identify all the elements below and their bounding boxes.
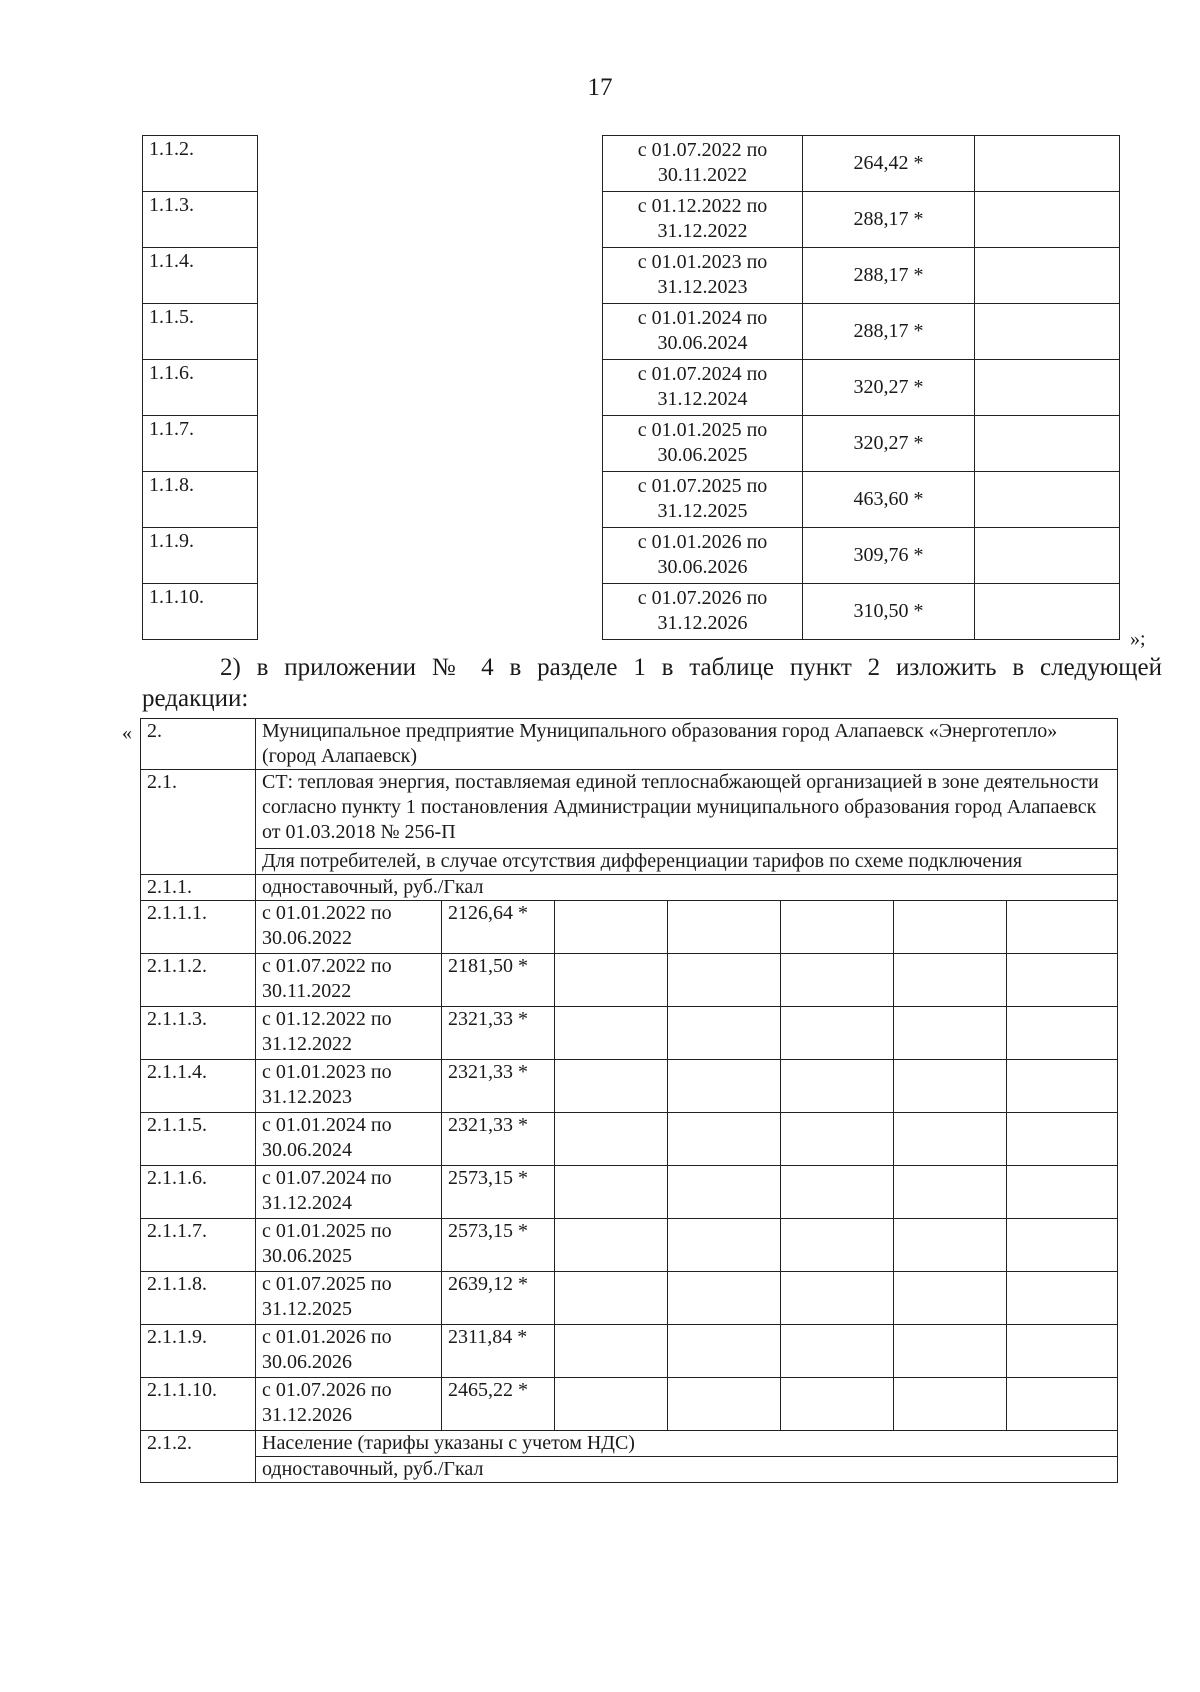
tariff-value: 288,17 * (803, 304, 975, 360)
tariff-row (143, 248, 1120, 304)
empty-cell (1007, 901, 1118, 954)
row-number: 1.1.7. (143, 416, 258, 472)
row-number: 2.1.1.5. (141, 1113, 256, 1166)
empty-cell (781, 1007, 894, 1060)
empty-cell (668, 1113, 781, 1166)
tariff-table-continued (142, 135, 1120, 640)
period-cell: с 01.01.2025 по 30.06.2025 (256, 1219, 442, 1272)
empty-cell (894, 1166, 1007, 1219)
empty-cell (555, 1219, 668, 1272)
tariff-value: 2321,33 * (442, 1007, 555, 1060)
empty-cell (975, 528, 1120, 584)
row-number: 2.1.1.1. (141, 901, 256, 954)
period-cell: с 01.01.2025 по 30.06.2025 (603, 416, 803, 472)
period-cell: с 01.12.2022 по 31.12.2022 (256, 1007, 442, 1060)
empty-cell (894, 1325, 1007, 1378)
empty-cell (1007, 1113, 1118, 1166)
empty-cell (781, 1378, 894, 1431)
tariff-row (141, 1325, 1118, 1378)
tariff-value: 2573,15 * (442, 1219, 555, 1272)
subsection-row (141, 875, 1118, 901)
empty-cell (668, 1272, 781, 1325)
tariff-row (143, 416, 1120, 472)
tariff-value: 2573,15 * (442, 1166, 555, 1219)
consumers-row (141, 849, 1118, 875)
empty-cell (668, 1378, 781, 1431)
empty-cell (1007, 1219, 1118, 1272)
empty-cell (894, 1113, 1007, 1166)
tariff-value: 2321,33 * (442, 1113, 555, 1166)
subsection-text: одноставочный, руб./Гкал (256, 875, 1118, 901)
tariff-value: 2181,50 * (442, 954, 555, 1007)
paragraph-line-1: 2) в приложении № 4 в разделе 1 в таблице пункт 2 изложить в следующей (220, 654, 1162, 681)
tariff-value: 2465,22 * (442, 1378, 555, 1431)
tariff-row (143, 136, 1120, 192)
empty-cell (781, 1113, 894, 1166)
empty-cell (258, 304, 603, 360)
tariff-value: 309,76 * (803, 528, 975, 584)
empty-cell (781, 1060, 894, 1113)
tariff-row (141, 1378, 1118, 1431)
empty-cell (258, 528, 603, 584)
empty-cell (258, 416, 603, 472)
empty-cell (258, 192, 603, 248)
population-num: 2.1.2. (141, 1431, 256, 1483)
empty-cell (258, 584, 603, 640)
population-row (141, 1431, 1118, 1457)
tariff-row (141, 1219, 1118, 1272)
tariff-row (143, 304, 1120, 360)
period-cell: с 01.12.2022 по 31.12.2022 (603, 192, 803, 248)
empty-cell (975, 248, 1120, 304)
row-number: 1.1.8. (143, 472, 258, 528)
section-num: 2.1. (141, 770, 256, 875)
empty-cell (668, 1166, 781, 1219)
empty-cell (1007, 1060, 1118, 1113)
org-header-row (141, 719, 1118, 770)
empty-cell (894, 1007, 1007, 1060)
empty-cell (781, 1272, 894, 1325)
tariff-value: 2311,84 * (442, 1325, 555, 1378)
tariff-value: 320,27 * (803, 360, 975, 416)
empty-cell (975, 360, 1120, 416)
row-number: 2.1.1.3. (141, 1007, 256, 1060)
row-number: 2.1.1.10. (141, 1378, 256, 1431)
tariff-row (141, 1007, 1118, 1060)
period-cell: с 01.07.2022 по 30.11.2022 (603, 136, 803, 192)
period-cell: с 01.01.2024 по 30.06.2024 (603, 304, 803, 360)
empty-cell (555, 954, 668, 1007)
org-name: Муниципальное предприятие Муниципального образования город Алапаевск «Энерготепло» (город Алапаевск) (256, 719, 1118, 770)
empty-cell (975, 136, 1120, 192)
empty-cell (781, 1325, 894, 1378)
period-cell: с 01.07.2026 по 31.12.2026 (256, 1378, 442, 1431)
tariff-row (141, 1166, 1118, 1219)
row-number: 2.1.1.2. (141, 954, 256, 1007)
empty-cell (1007, 1272, 1118, 1325)
period-cell: с 01.07.2026 по 31.12.2026 (603, 584, 803, 640)
row-number: 1.1.10. (143, 584, 258, 640)
empty-cell (258, 248, 603, 304)
period-cell: с 01.07.2025 по 31.12.2025 (256, 1272, 442, 1325)
empty-cell (1007, 1378, 1118, 1431)
empty-cell (555, 1060, 668, 1113)
tariff-value: 310,50 * (803, 584, 975, 640)
period-cell: с 01.01.2026 по 30.06.2026 (256, 1325, 442, 1378)
empty-cell (1007, 1166, 1118, 1219)
row-number: 1.1.9. (143, 528, 258, 584)
empty-cell (1007, 1007, 1118, 1060)
period-cell: с 01.07.2022 по 30.11.2022 (256, 954, 442, 1007)
empty-cell (668, 1060, 781, 1113)
row-number: 2.1.1.7. (141, 1219, 256, 1272)
tariff-value: 320,27 * (803, 416, 975, 472)
empty-cell (894, 1219, 1007, 1272)
empty-cell (894, 901, 1007, 954)
tariff-row (143, 192, 1120, 248)
period-cell: с 01.07.2025 по 31.12.2025 (603, 472, 803, 528)
tariff-value: 288,17 * (803, 248, 975, 304)
row-number: 1.1.5. (143, 304, 258, 360)
population-text: Население (тарифы указаны с учетом НДС) (256, 1431, 1118, 1457)
empty-cell (555, 1007, 668, 1060)
tariff-row (141, 901, 1118, 954)
tariff-value: 288,17 * (803, 192, 975, 248)
empty-cell (894, 1060, 1007, 1113)
tariff-value: 2126,64 * (442, 901, 555, 954)
tariff-table-section-2 (140, 718, 1118, 1483)
period-cell: с 01.01.2023 по 31.12.2023 (256, 1060, 442, 1113)
closing-quote: »; (1130, 628, 1146, 650)
empty-cell (555, 1325, 668, 1378)
row-number: 2.1.1.4. (141, 1060, 256, 1113)
empty-cell (668, 1325, 781, 1378)
section-row (141, 770, 1118, 849)
population-sub-text: одноставочный, руб./Гкал (256, 1457, 1118, 1483)
empty-cell (975, 472, 1120, 528)
empty-cell (258, 360, 603, 416)
empty-cell (555, 901, 668, 954)
empty-cell (781, 1166, 894, 1219)
empty-cell (1007, 1325, 1118, 1378)
tariff-row (141, 1113, 1118, 1166)
row-number: 1.1.2. (143, 136, 258, 192)
org-num: 2. (141, 719, 256, 770)
empty-cell (975, 192, 1120, 248)
tariff-row (143, 472, 1120, 528)
tariff-row (141, 1272, 1118, 1325)
empty-cell (975, 416, 1120, 472)
tariff-row (143, 584, 1120, 640)
empty-cell (668, 1219, 781, 1272)
empty-cell (894, 954, 1007, 1007)
empty-cell (781, 901, 894, 954)
empty-cell (555, 1378, 668, 1431)
empty-cell (975, 584, 1120, 640)
section-text: СТ: тепловая энергия, поставляемая единой теплоснабжающей организацией в зоне деятельности согласно пункту 1 постановления Администрации муниципального образования город Алапаевск от 01.03.2018 № 256-П (256, 770, 1118, 849)
population-sub-row (141, 1457, 1118, 1483)
empty-cell (668, 954, 781, 1007)
empty-cell (668, 901, 781, 954)
subsection-num: 2.1.1. (141, 875, 256, 901)
consumers-text: Для потребителей, в случае отсутствия дифференциации тарифов по схеме подключения (256, 849, 1118, 875)
empty-cell (555, 1272, 668, 1325)
empty-cell (781, 954, 894, 1007)
period-cell: с 01.07.2024 по 31.12.2024 (603, 360, 803, 416)
row-number: 1.1.6. (143, 360, 258, 416)
tariff-value: 2639,12 * (442, 1272, 555, 1325)
tariff-value: 463,60 * (803, 472, 975, 528)
opening-quote: « (122, 722, 132, 744)
empty-cell (781, 1219, 894, 1272)
row-number: 2.1.1.6. (141, 1166, 256, 1219)
row-number: 2.1.1.9. (141, 1325, 256, 1378)
amendment-paragraph (142, 652, 1162, 714)
period-cell: с 01.01.2026 по 30.06.2026 (603, 528, 803, 584)
paragraph-line-2: редакции: (142, 685, 249, 712)
page-number: 17 (587, 74, 613, 101)
period-cell: с 01.01.2024 по 30.06.2024 (256, 1113, 442, 1166)
tariff-row (141, 1060, 1118, 1113)
row-number: 1.1.3. (143, 192, 258, 248)
empty-cell (1007, 954, 1118, 1007)
empty-cell (894, 1378, 1007, 1431)
tariff-row (141, 954, 1118, 1007)
period-cell: с 01.01.2023 по 31.12.2023 (603, 248, 803, 304)
empty-cell (668, 1007, 781, 1060)
empty-cell (258, 136, 603, 192)
tariff-row (143, 528, 1120, 584)
empty-cell (555, 1113, 668, 1166)
empty-cell (258, 472, 603, 528)
tariff-value: 264,42 * (803, 136, 975, 192)
period-cell: с 01.07.2024 по 31.12.2024 (256, 1166, 442, 1219)
row-number: 2.1.1.8. (141, 1272, 256, 1325)
empty-cell (894, 1272, 1007, 1325)
empty-cell (555, 1166, 668, 1219)
tariff-row (143, 360, 1120, 416)
tariff-value: 2321,33 * (442, 1060, 555, 1113)
empty-cell (975, 304, 1120, 360)
period-cell: с 01.01.2022 по 30.06.2022 (256, 901, 442, 954)
row-number: 1.1.4. (143, 248, 258, 304)
